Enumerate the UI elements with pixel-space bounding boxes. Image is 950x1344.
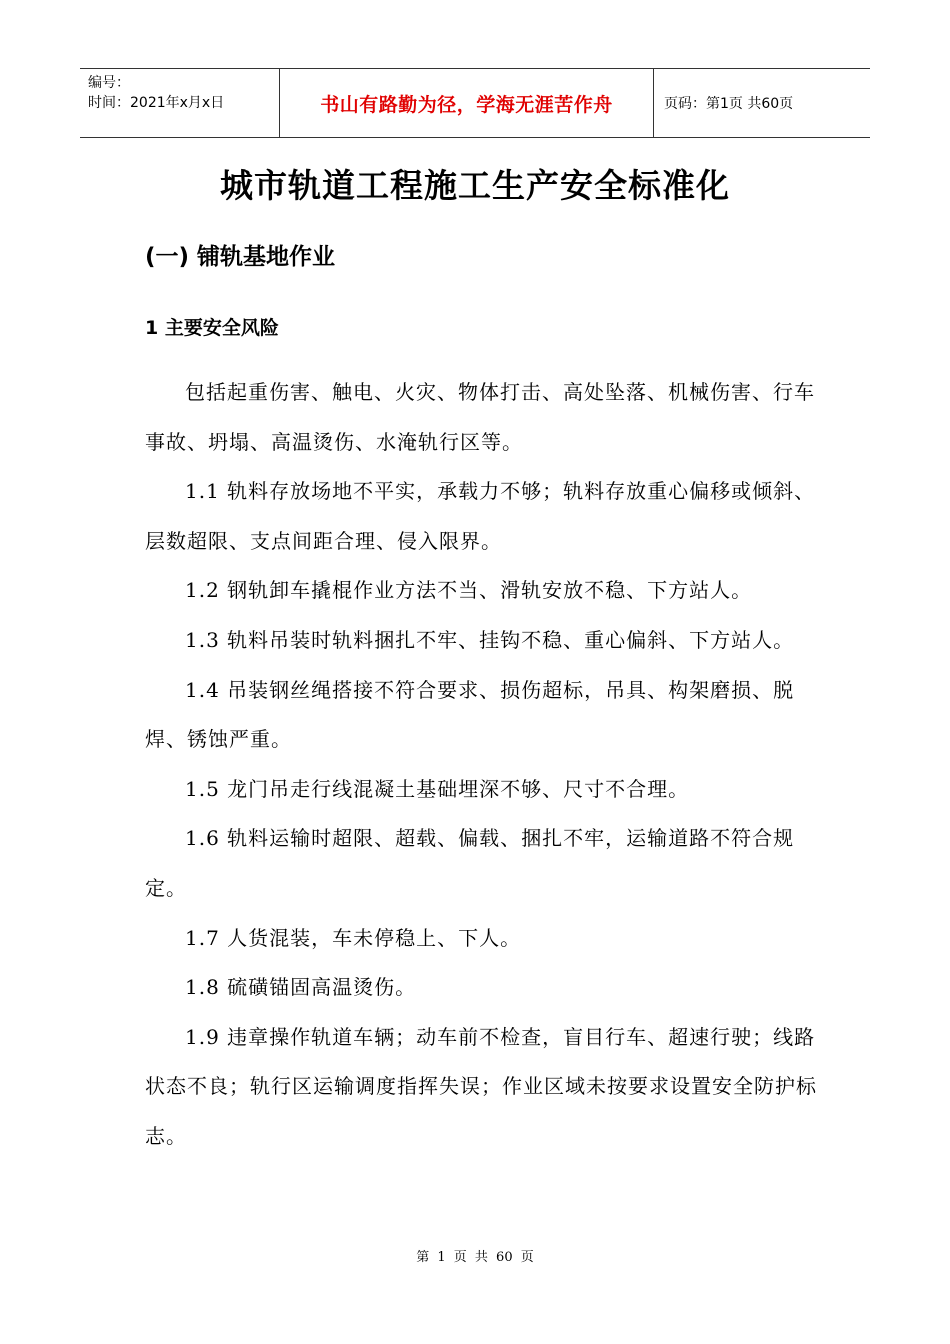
header-motto-cell bbox=[280, 69, 654, 137]
paragraph: 1.7 人货混装，车未停稳上、下人。 bbox=[185, 925, 522, 950]
paragraph: 包括起重伤害、触电、火灾、物体打击、高处坠落、机械伤害、行车事故、坍塌、高温烫伤、水淹轨行区等。 bbox=[145, 380, 815, 454]
paragraph: 1.9 违章操作轨道车辆；动车前不检查，盲目行车、超速行驶；线路状态不良；轨行区运输调度指挥失误；作业区域未按要求设置安全防护标志。 bbox=[145, 1024, 817, 1148]
paragraph: 1.1 轨料存放场地不平实，承载力不够；轨料存放重心偏移或倾斜、层数超限、支点间距合理、侵入限界。 bbox=[145, 479, 816, 553]
page-footer: 第 1 页 共 60 页 bbox=[416, 1250, 534, 1265]
header-page-info-cell bbox=[654, 69, 870, 137]
body-text bbox=[145, 368, 825, 1162]
header-page-info: 页码：第1页 共60页 bbox=[664, 96, 794, 112]
header-meta bbox=[80, 69, 280, 137]
paragraph: 1.6 轨料运输时超限、超载、偏载、捆扎不牢，运输道路不符合规定。 bbox=[145, 826, 795, 900]
paragraph: 1.8 硫磺锚固高温烫伤。 bbox=[185, 975, 417, 1000]
paragraph: 1.2 钢轨卸车撬棍作业方法不当、滑轨安放不稳、下方站人。 bbox=[185, 578, 753, 603]
document-date: 时间：2021年x月x日 bbox=[88, 95, 225, 111]
paragraph: 1.5 龙门吊走行线混凝土基础埋深不够、尺寸不合理。 bbox=[185, 776, 690, 801]
section-heading: (一) 铺轨基地作业 bbox=[145, 244, 336, 270]
subsection-heading: 1 主要安全风险 bbox=[145, 317, 279, 339]
paragraph: 1.4 吊装钢丝绳搭接不符合要求、损伤超标，吊具、构架磨损、脱焊、锈蚀严重。 bbox=[145, 677, 795, 752]
document-header bbox=[80, 68, 870, 138]
document-title: 城市轨道工程施工生产安全标准化 bbox=[220, 166, 730, 205]
paragraph: 1.3 轨料吊装时轨料捆扎不牢、挂钩不稳、重心偏斜、下方站人。 bbox=[185, 627, 795, 652]
document-number: 编号： bbox=[88, 75, 130, 91]
header-motto: 书山有路勤为径，学海无涯苦作舟 bbox=[320, 93, 613, 116]
